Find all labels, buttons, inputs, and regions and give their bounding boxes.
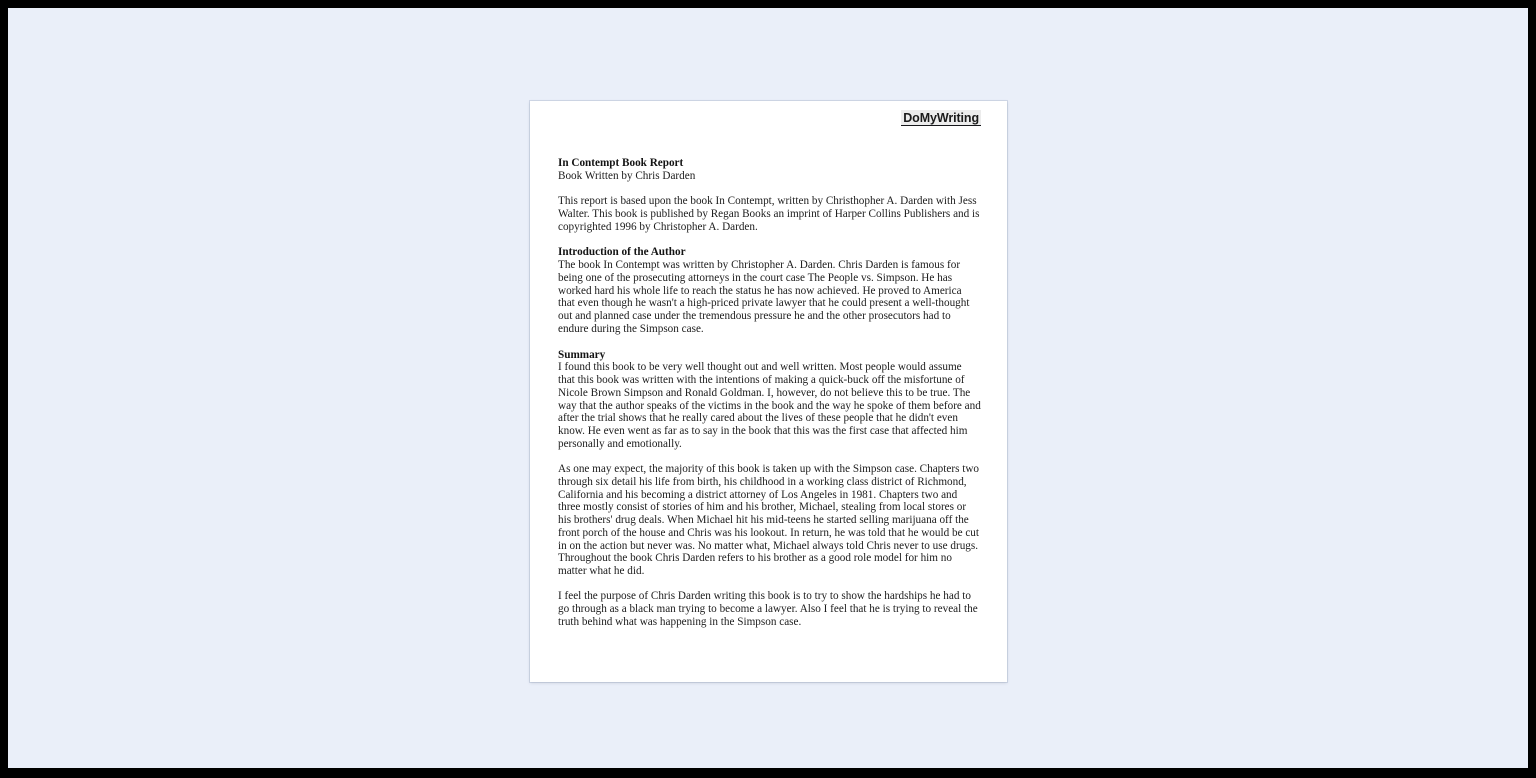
section-paragraph: The book In Contempt was written by Christopher A. Darden. Chris Darden is famous for being one of the prosecuting attorneys in the court case The People vs. Simpson. He has worked hard his whole life to reach the status he has now achieved. He proved to America that even though he wasn't a high-priced private lawyer that he could present a well-thought out and planned case under the tremendous pressure he and the other prosecutors had to endure during the Simpson case.: [558, 259, 970, 335]
document-subtitle: Book Written by Chris Darden: [558, 169, 696, 182]
section-heading-introduction-of-the-author: Introduction of the Author: [558, 246, 686, 259]
domywriting-logo: DoMyWriting: [903, 111, 979, 125]
document-page: [530, 101, 1007, 682]
intro-paragraph: This report is based upon the book In Contempt, written by Christhopher A. Darden with Jess Walter. This book is published by Regan Books an imprint of Harper Collins Publishers and is copyrighted 1996 by Christopher A. Darden.: [558, 195, 980, 233]
browser-viewport: [8, 8, 1528, 768]
section-paragraph: As one may expect, the majority of this book is taken up with the Simpson case. Chapters two through six detail his life from birth, his childhood in a working class district of Richmond, California and his becoming a district attorney of Los Angeles in 1981. Chapters two and three mostly consist of stories of him and his brother, Michael, stealing from local stores or his brothers' drug deals. When Michael hit his mid-teens he started selling marijuana off the front porch of the house and Chris was his lookout. In return, he was told that he would be cut in on the action but never was. No matter what, Michael always told Chris never to use drugs. Throughout the book Chris Darden refers to his brother as a good role model for him no matter what he did.: [558, 463, 980, 578]
section-paragraph: I feel the purpose of Chris Darden writing this book is to try to show the hardships he had to go through as a black man trying to become a lawyer. Also I feel that he is trying to reveal the truth behind what was happening in the Simpson case.: [558, 590, 978, 628]
document-header: [558, 109, 981, 135]
section-paragraph: I found this book to be very well thought out and well written. Most people would assume that this book was written with the intentions of making a quick-buck off the misfortune of Nicole Brown Simpson and Ronald Goldman. I, however, do not believe this to be true. The way that the author speaks of the victims in the book and the way he spoke of them before and after the trial shows that he really cared about the lives of these people that he didn't even know. He even went as far as to say in the book that this was the first case that affected him personally and emotionally.: [558, 361, 981, 450]
section-heading-summary: Summary: [558, 348, 606, 361]
document-title: In Contempt Book Report: [558, 157, 684, 169]
document-page-content: [530, 101, 1007, 682]
